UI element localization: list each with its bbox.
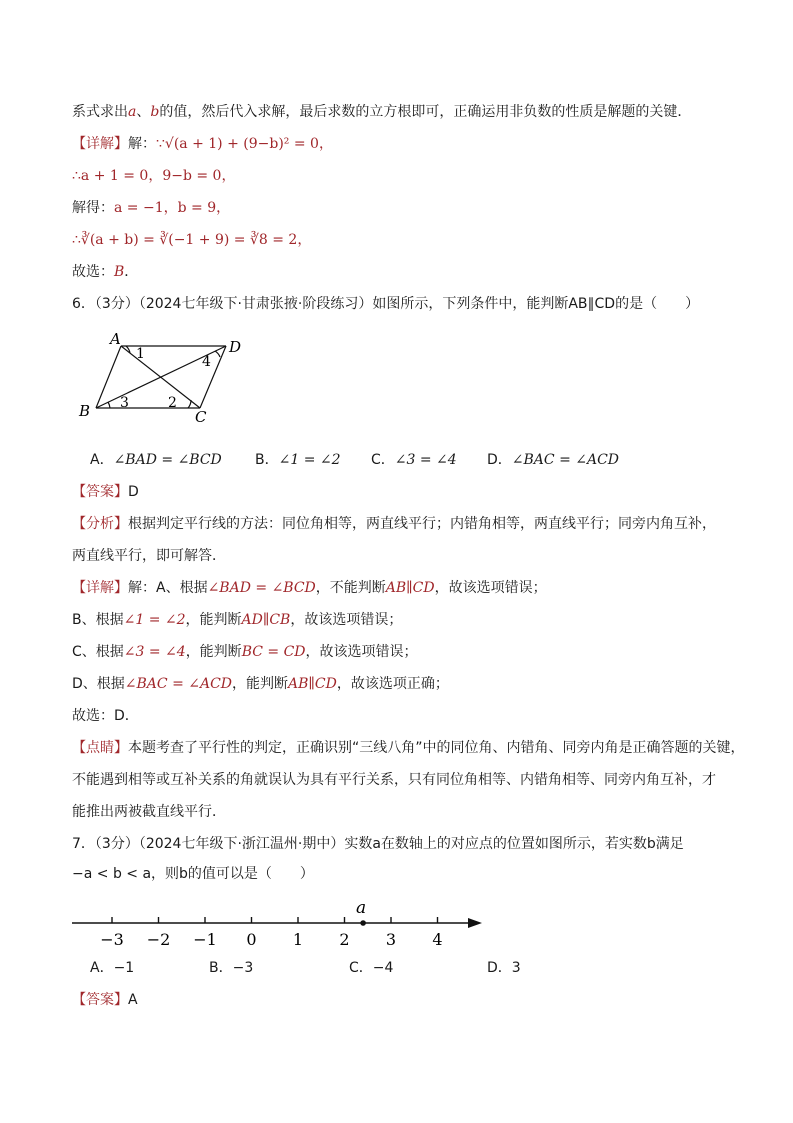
label-angle-2: 2: [168, 395, 177, 411]
detail-math: AB∥CD: [288, 676, 337, 692]
axis-tick-label: 1: [292, 930, 304, 949]
detail-eq3: a = −1，b = 9，: [114, 200, 231, 216]
detail-math: ∠BAD = ∠BCD: [207, 580, 316, 596]
detail-eq2: ∴a + 1 = 0，9−b = 0，: [72, 168, 236, 184]
detail5-line-4: [72, 230, 311, 250]
intro-text-1: 系式求出: [72, 104, 128, 120]
q6-comment-3: 能推出两被截直线平行．: [72, 804, 226, 820]
detail-text: C、根据: [72, 644, 124, 660]
detail5-line-2: [72, 166, 235, 186]
option-text: ∠1 = ∠2: [278, 452, 341, 468]
q6-option-c: [371, 450, 457, 470]
q7-answer: [72, 990, 138, 1010]
option-text: −4: [372, 960, 394, 976]
intro-var-b: b: [150, 104, 160, 120]
option-label: C．: [349, 960, 373, 976]
detail-text: ，故该选项正确；: [336, 676, 449, 692]
axis-tick-label: −2: [146, 930, 171, 949]
axis-tick-label: −3: [100, 930, 124, 949]
q6-option-d: [487, 450, 619, 470]
detail-text: B、根据: [72, 612, 124, 628]
label-angle-3: 3: [120, 395, 129, 411]
q7-stem-1: 7．（3分）（2024七年级下·浙江温州·期中）实数a在数轴上的对应点的位置如图所示，若实数b满足: [72, 836, 684, 852]
segment-ab: [96, 346, 121, 408]
q7-stem-2: −a < b < a，则b的值可以是（ ）: [72, 866, 314, 882]
comment-tag: 【点睛】: [72, 740, 128, 756]
analysis-text-1: 根据判定平行线的方法：同位角相等，两直线平行；内错角相等，两直线平行；同旁内角互补，: [128, 516, 716, 532]
intro-line: [72, 102, 691, 122]
answer-tag: 【答案】: [72, 484, 128, 500]
detail-math: AB∥CD: [385, 580, 435, 596]
detail-math: ∠1 = ∠2: [123, 612, 186, 628]
detail-math: AD∥CB: [241, 612, 291, 628]
q6-stem: 6．（3分）（2024七年级下·甘肃张掖·阶段练习）如图所示，下列条件中，能判断AB∥CD的是（ ）: [72, 296, 700, 312]
label-vertex-d: D: [229, 338, 242, 356]
q6-figure: [74, 328, 254, 424]
option-label: B．: [209, 960, 233, 976]
option-label: A．: [90, 960, 114, 976]
q6-analysis-1: [72, 514, 716, 534]
detail-tag: 【详解】: [72, 580, 128, 596]
axis-tick-label: 4: [432, 930, 443, 949]
answer-tag: 【答案】: [72, 992, 128, 1008]
detail-text: 解：: [128, 136, 156, 152]
angle-mark-3: [108, 402, 110, 408]
angle-mark-4: [215, 351, 220, 357]
q6-option-b: [255, 450, 341, 470]
detail-text: 解：A、根据: [128, 580, 208, 596]
comment-text-1: 本题考查了平行性的判定，正确识别“三线八角”中的同位角、内错角、同旁内角是正确答题的关键，: [128, 740, 745, 756]
label-vertex-b: B: [79, 402, 91, 420]
option-text: −3: [232, 960, 254, 976]
option-text: ∠BAD = ∠BCD: [113, 452, 222, 468]
q6-detail-1: [72, 578, 547, 598]
angle-mark-2: [188, 400, 191, 408]
q6-detail-2: [72, 610, 402, 630]
choose-end: ．: [124, 264, 139, 280]
detail-text: ，故该选项错误；: [290, 612, 403, 628]
option-text: −1: [113, 960, 135, 976]
point-a: [360, 920, 366, 926]
detail-eq4: ∴∛(a + b) = ∛(−1 + 9) = ∛8 = 2，: [72, 232, 312, 248]
option-label: D．: [487, 960, 512, 976]
detail5-line-1: [72, 134, 333, 154]
detail-text: ，故该选项错误；: [434, 580, 547, 596]
axis-tick-label: 0: [246, 930, 257, 949]
intro-sep: 、: [136, 104, 151, 120]
option-label: A．: [90, 452, 114, 468]
detail-tag: 【详解】: [72, 136, 128, 152]
choose-label: 故选：: [72, 264, 114, 280]
axis-tick-label: −1: [193, 930, 217, 949]
q6-option-a: [90, 450, 222, 470]
choose-value: B: [114, 264, 125, 280]
detail-text: ，能判断: [185, 612, 242, 628]
detail-math: ∠BAC = ∠ACD: [124, 676, 233, 692]
point-a-label: a: [356, 898, 367, 918]
detail-math: ∠3 = ∠4: [123, 644, 186, 660]
option-label: C．: [371, 452, 395, 468]
detail-text: ，故该选项错误；: [305, 644, 418, 660]
q7-option-a: [90, 958, 134, 978]
answer-value: A: [128, 992, 138, 1008]
q7-option-b: [209, 958, 253, 978]
analysis-tag: 【分析】: [72, 516, 128, 532]
detail5-line-3: [72, 198, 230, 218]
q7-option-d: [487, 958, 521, 978]
q6-analysis-2: 两直线平行，即可解答．: [72, 548, 226, 564]
option-text: ∠BAC = ∠ACD: [511, 452, 620, 468]
solve-label: 解得：: [72, 200, 114, 216]
axis-tick-label: 2: [339, 930, 350, 949]
detail5-line-5: [72, 262, 138, 282]
detail-text: ，能判断: [232, 676, 289, 692]
detail-text: ，能判断: [185, 644, 242, 660]
q6-answer: [72, 482, 139, 502]
intro-var-a: a: [128, 104, 137, 120]
q7-number-line: [66, 893, 490, 953]
option-text: ∠3 = ∠4: [394, 452, 457, 468]
label-angle-1: 1: [136, 346, 145, 362]
q6-comment-2: 不能遇到相等或互补关系的角就误认为具有平行关系，只有同位角相等、内错角相等、同旁内角互补，才: [72, 772, 716, 788]
q6-choose: 故选：D．: [72, 708, 139, 724]
detail-eq1: ∵√(a + 1) + (9−b)² = 0，: [156, 136, 333, 152]
detail-math: BC = CD: [241, 644, 306, 660]
q6-detail-3: [72, 642, 418, 662]
label-vertex-a: A: [110, 330, 121, 348]
label-angle-4: 4: [202, 354, 211, 370]
detail-text: ，不能判断: [315, 580, 386, 596]
q6-comment-1: [72, 738, 745, 758]
option-label: D．: [487, 452, 512, 468]
axis-tick-label: 3: [385, 930, 397, 949]
option-label: B．: [255, 452, 279, 468]
q6-detail-4: [72, 674, 449, 694]
intro-text-2: 的值，然后代入求解，最后求数的立方根即可，正确运用非负数的性质是解题的关键．: [159, 104, 692, 120]
label-vertex-c: C: [195, 408, 207, 424]
option-text: 3: [511, 960, 521, 976]
q7-option-c: [349, 958, 393, 978]
answer-value: D: [128, 484, 139, 500]
axis-arrow: [468, 918, 482, 928]
detail-text: D、根据: [72, 676, 125, 692]
